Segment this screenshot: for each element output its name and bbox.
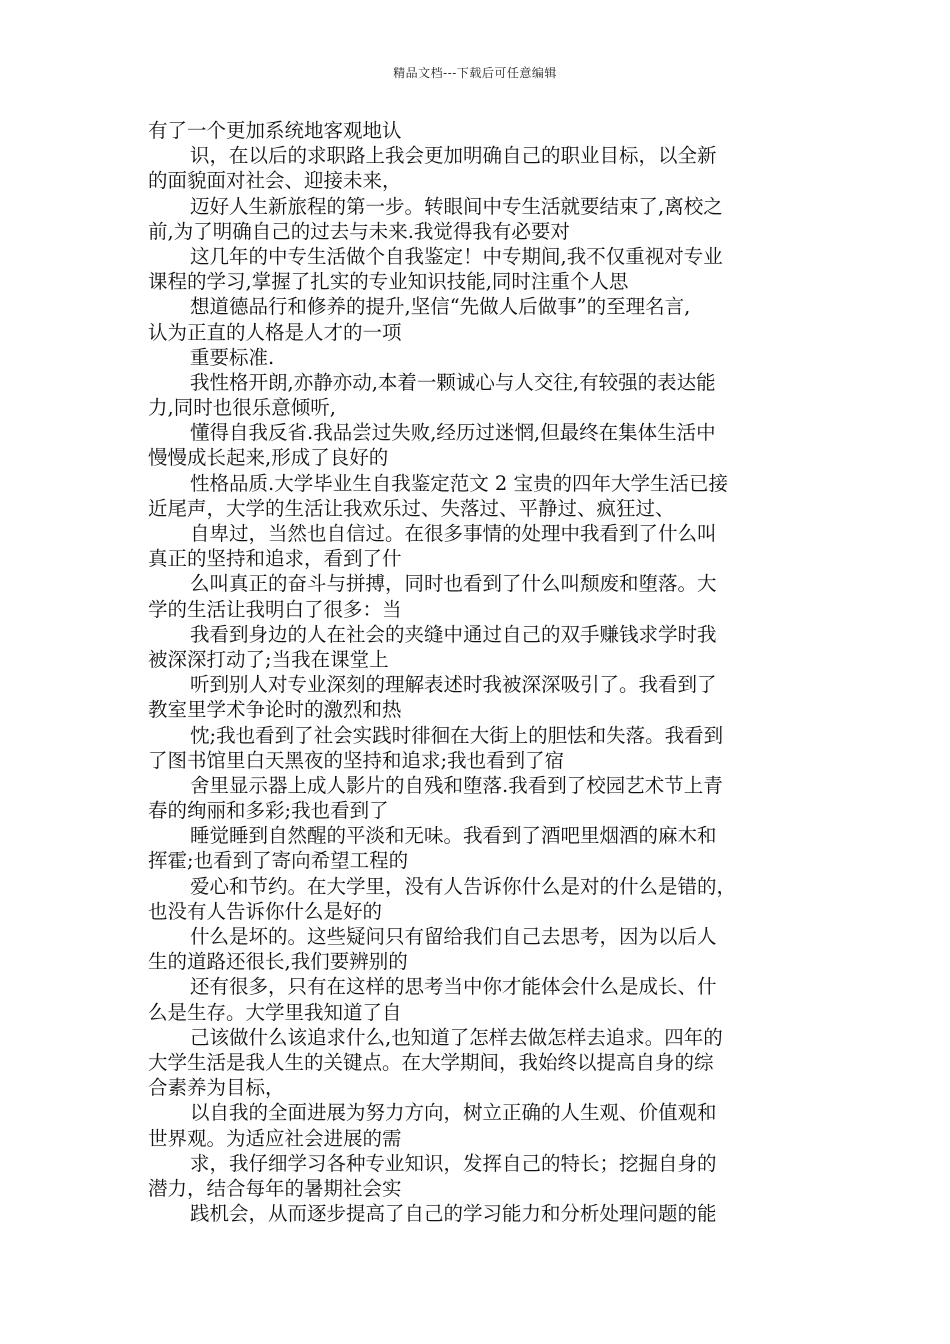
text-line: 教室里学术争论时的激烈和热 xyxy=(148,698,402,722)
text-line: 认为正直的人格是人才的一项 xyxy=(148,320,402,344)
text-line: 舍里显示器上成人影片的自残和堕落.我看到了校园艺术节上青 xyxy=(190,773,723,797)
text-line: 己该做什么该追求什么,也知道了怎样去做怎样去追求。四年的 xyxy=(190,1025,723,1049)
text-line: 了图书馆里白天黑夜的坚持和追求;我也看到了宿 xyxy=(148,748,565,772)
text-line: 听到别人对专业深刻的理解表述时我被深深吸引了。我看到了 xyxy=(190,673,717,697)
text-line: 被深深打动了;当我在课堂上 xyxy=(148,647,389,671)
text-line: 也没有人告诉你什么是好的 xyxy=(148,899,383,923)
text-line: 我看到身边的人在社会的夹缝中通过自己的双手赚钱求学时我 xyxy=(190,622,717,646)
text-line: 么是生存。大学里我知道了自 xyxy=(148,1000,402,1024)
text-line: 挥霍;也看到了寄向希望工程的 xyxy=(148,849,409,873)
text-line: 世界观。为适应社会进展的需 xyxy=(148,1126,402,1150)
text-line: 力,同时也很乐意倾听, xyxy=(148,396,336,420)
text-line: 么叫真正的奋斗与拼搏，同时也看到了什么叫颓废和堕落。大 xyxy=(190,572,717,596)
page-header: 精品文档---下载后可任意编辑 xyxy=(393,66,557,80)
text-line: 践机会，从而逐步提高了自己的学习能力和分析处理问题的能 xyxy=(190,1202,717,1226)
text-line: 识，在以后的求职路上我会更加明确自己的职业目标，以全新 xyxy=(190,144,717,168)
text-line: 前,为了明确自己的过去与未来.我觉得我有必要对 xyxy=(148,219,570,243)
text-line: 学的生活让我明白了很多：当 xyxy=(148,597,402,621)
text-line: 性格品质.大学毕业生自我鉴定范文 2 宝贵的四年大学生活已接 xyxy=(190,471,729,495)
text-line: 有了一个更加系统地客观地认 xyxy=(148,119,402,142)
text-line: 潜力，结合每年的暑期社会实 xyxy=(148,1176,402,1200)
text-line: 我性格开朗,亦静亦动,本着一颗诚心与人交往,有较强的表达能 xyxy=(190,370,716,394)
text-line: 合素养为目标， xyxy=(148,1076,285,1100)
text-line: 以自我的全面进展为努力方向，树立正确的人生观、价值观和 xyxy=(190,1101,717,1125)
text-line: 自卑过，当然也自信过。在很多事情的处理中我看到了什么叫 xyxy=(190,522,717,545)
text-line: 的面貌面对社会、迎接未来， xyxy=(148,169,402,193)
text-line: 重要标准. xyxy=(190,345,275,369)
text-line: 还有很多，只有在这样的思考当中你才能体会什么是成长、什 xyxy=(190,975,717,999)
text-line: 课程的学习,掌握了扎实的专业知识技能,同时注重个人思 xyxy=(148,270,629,294)
text-line: 爱心和节约。在大学里，没有人告诉你什么是对的什么是错的， xyxy=(190,874,737,898)
text-line: 忱;我也看到了社会实践时徘徊在大街上的胆怯和失落。我看到 xyxy=(190,723,724,747)
text-line: 春的绚丽和多彩;我也看到了 xyxy=(148,799,389,823)
text-line: 想道德品行和修养的提升,坚信“先做人后做事”的至理名言, xyxy=(190,295,691,319)
text-line: 睡觉睡到自然醒的平淡和无味。我看到了酒吧里烟酒的麻木和 xyxy=(190,824,717,848)
text-line: 什么是坏的。这些疑问只有留给我们自己去思考，因为以后人 xyxy=(190,925,717,948)
text-line: 大学生活是我人生的关键点。在大学期间，我始终以提高自身的综 xyxy=(148,1050,714,1074)
text-line: 懂得自我反省.我品尝过失败,经历过迷惘,但最终在集体生活中 xyxy=(190,421,716,445)
document-body xyxy=(148,118,838,1226)
text-line: 生的道路还很长,我们要辨别的 xyxy=(148,950,408,974)
text-line: 慢慢成长起来,形成了良好的 xyxy=(148,446,389,470)
text-line: 近尾声，大学的生活让我欢乐过、失落过、平静过、疯狂过、 xyxy=(148,496,675,520)
text-line: 这几年的中专生活做个自我鉴定！中专期间,我不仅重视对专业 xyxy=(190,244,723,268)
text-line: 迈好人生新旅程的第一步。转眼间中专生活就要结束了,离校之 xyxy=(190,194,723,218)
text-line: 真正的坚持和追求，看到了什 xyxy=(148,547,402,571)
text-line: 求，我仔细学习各种专业知识，发挥自己的特长；挖掘自身的 xyxy=(190,1151,717,1175)
